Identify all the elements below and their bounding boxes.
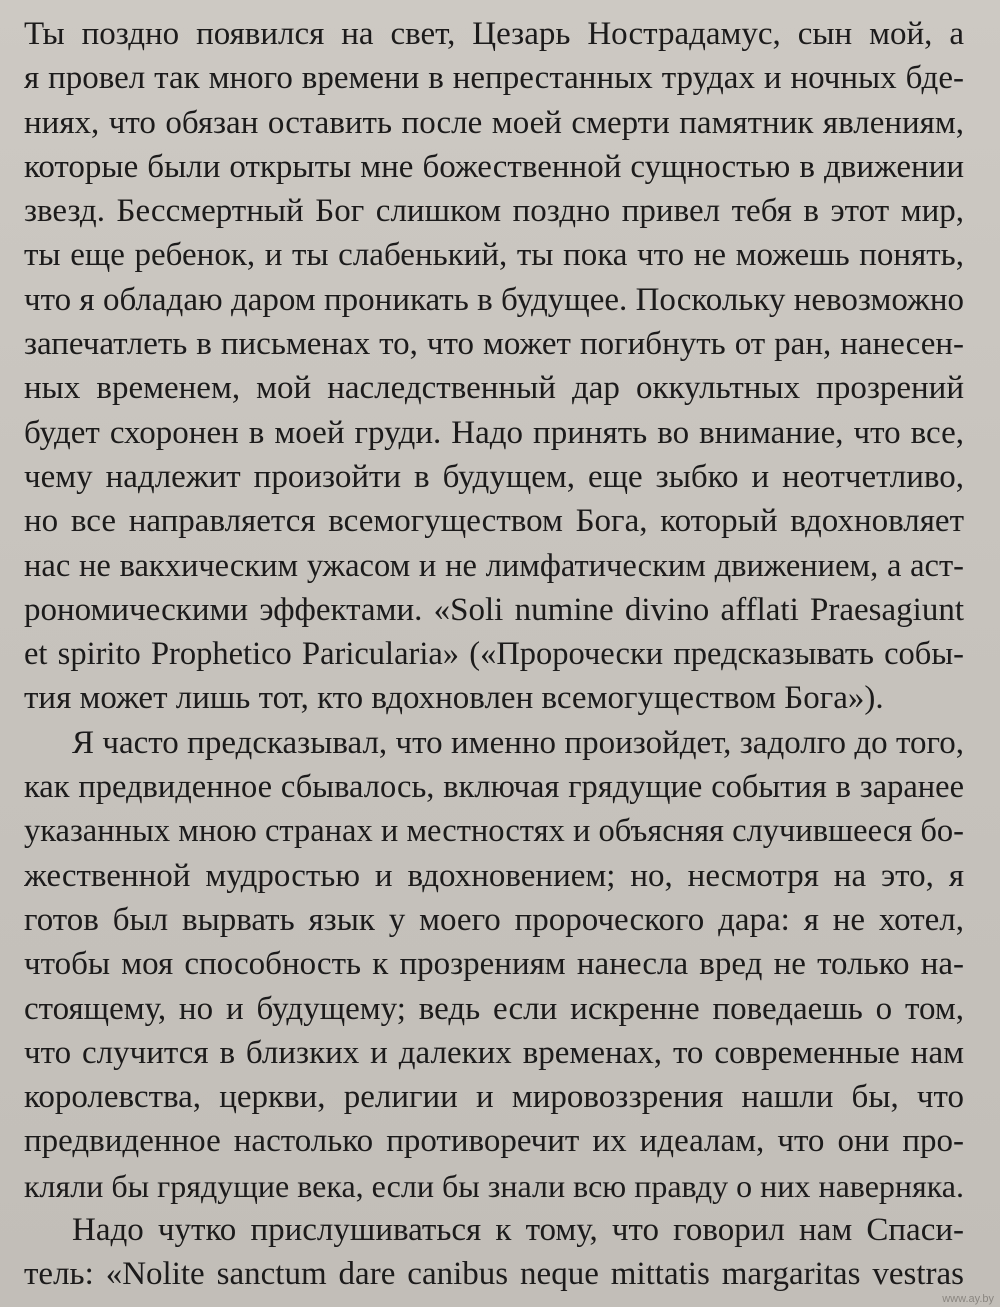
watermark: www.ay.by	[942, 1293, 994, 1305]
text-line: жественной мудростью и вдохновением; но, несмотря на это, я	[24, 857, 964, 894]
text-line: но все направляется всемогуществом Бога, который вдохновляет	[24, 503, 964, 540]
text-line: ты еще ребенок, и ты слабенький, ты пока что не можешь понять,	[24, 237, 964, 274]
text-line: Надо чутко прислушиваться к тому, что говорил нам Спаси-	[72, 1212, 964, 1249]
text-line: как предвиденное сбывалось, включая грядущие события в заранее	[24, 769, 964, 806]
text-line: королевства, церкви, религии и мировоззрения нашли бы, что	[24, 1079, 964, 1116]
text-line: что я обладаю даром проникать в будущее. Поскольку невозможно	[24, 281, 964, 318]
text-line: ниях, что обязан оставить после моей смерти памятник явлениям,	[24, 104, 964, 141]
text-line: готов был вырвать язык у моего пророческого дара: я не хотел,	[24, 901, 964, 938]
text-line: которые были открыты мне божественной сущностью в движении	[24, 148, 964, 185]
text-line: предвиденное настолько противоречит их идеалам, что они про-	[24, 1123, 964, 1160]
paragraph-2	[24, 721, 964, 1208]
text-line: кляли бы грядущие века, если бы знали всю правду о них наверняка.	[24, 1167, 964, 1204]
text-line: ных временем, мой наследственный дар оккультных прозрений	[24, 370, 964, 407]
text-line: стоящему, но и будущему; ведь если искренне поведаешь о том,	[24, 990, 964, 1027]
text-line: Я часто предсказывал, что именно произойдет, задолго до того,	[72, 724, 964, 761]
text-line: рономическими эффектами. «Soli numine divino afflati Praesagiunt	[24, 591, 964, 628]
text-line: указанных мною странах и местностях и объясняя случившееся бо-	[24, 813, 964, 850]
text-line: звезд. Бессмертный Бог слишком поздно привел тебя в этот мир,	[24, 193, 964, 230]
text-line: чтобы моя способность к прозрениям нанесла вред не только на-	[24, 946, 964, 983]
text-line: тель: «Nolite sanctum dare canibus neque mittatis margaritas vestras	[24, 1256, 964, 1293]
text-line: нас не вакхическим ужасом и не лимфатическим движением, а аст-	[24, 547, 964, 584]
text-line: et spirito Prophetico Paricularia» («Пророчески предсказывать собы-	[24, 636, 964, 673]
text-line: запечатлеть в письменах то, что может погибнуть от ран, нанесен-	[24, 326, 964, 363]
text-line: что случится в близких и далеких временах, то современные нам	[24, 1034, 964, 1071]
text-line: я провел так много времени в непрестанных трудах и ночных бде-	[24, 60, 964, 97]
paragraph-1	[24, 12, 964, 721]
text-line: чему надлежит произойти в будущем, еще зыбко и неотчетливо,	[24, 458, 964, 495]
text-line: Ты поздно появился на свет, Цезарь Нострадамус, сын мой, а	[24, 16, 964, 52]
text-line: тия может лишь тот, кто вдохновлен всемогуществом Бога»).	[24, 680, 884, 717]
paragraph-3	[24, 1208, 964, 1297]
text-line: будет схоронен в моей груди. Надо принять во внимание, что все,	[24, 414, 964, 451]
